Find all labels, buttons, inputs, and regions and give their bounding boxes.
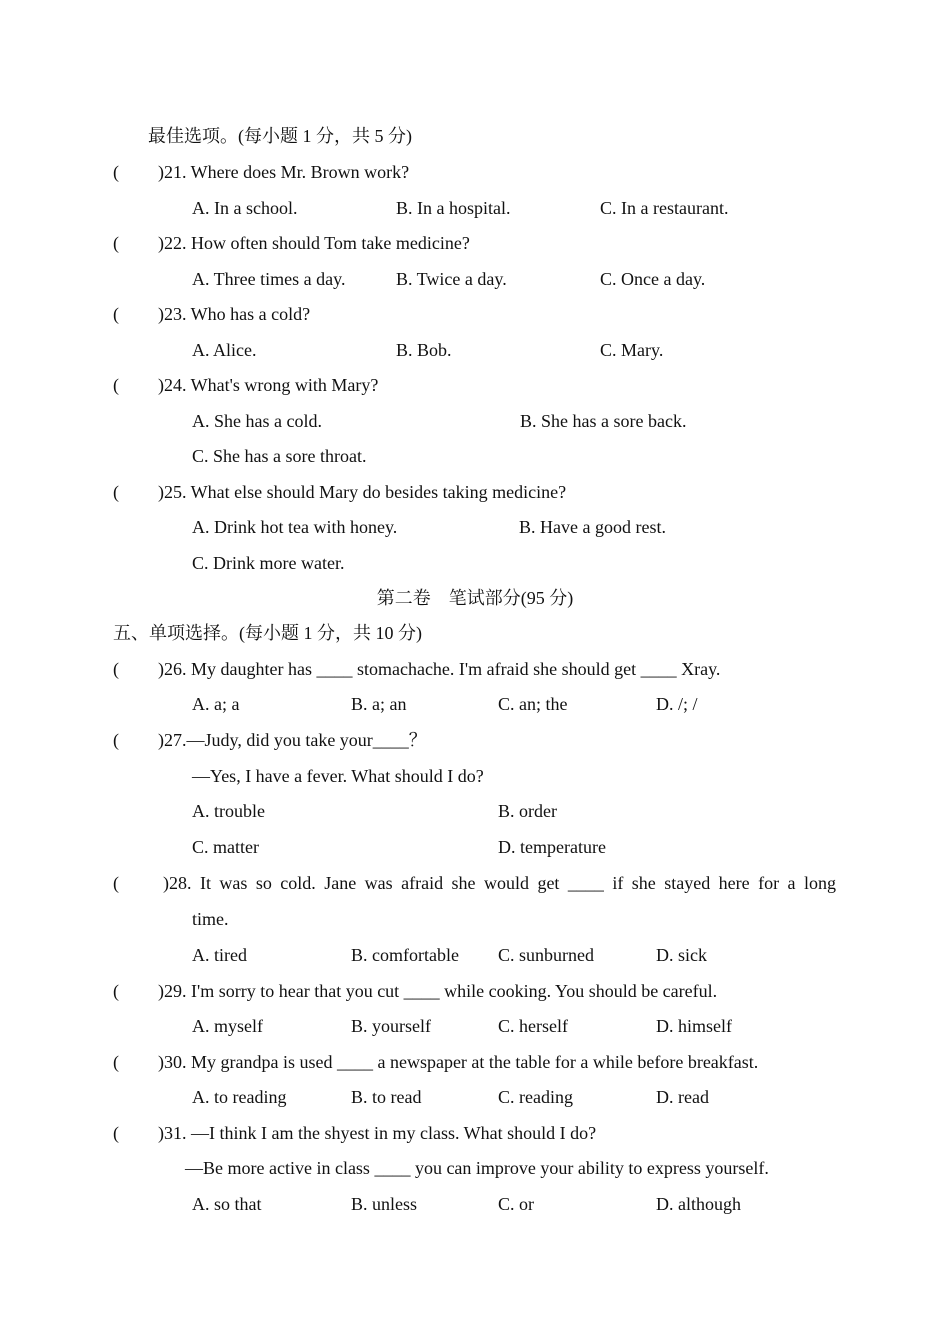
option-27-a: A. trouble [192, 801, 265, 821]
option-30-b: B. to read [351, 1087, 422, 1107]
option-23-b: B. Bob. [396, 340, 452, 360]
option-28-a: A. tired [192, 945, 247, 965]
option-31-b: B. unless [351, 1194, 418, 1214]
question-28: )28. It was so cold. Jane was afraid she would get ____ if she stayed here for a long [163, 873, 836, 893]
option-28-d: D. sick [656, 945, 707, 965]
option-29-c: C. herself [498, 1016, 568, 1036]
answer-paren: ( [113, 233, 119, 253]
option-27-b: B. order [498, 801, 557, 821]
question-27: )27.—Judy, did you take your____？ [158, 730, 427, 750]
question-29: )29. I'm sorry to hear that you cut ____ while cooking. You should be careful. [158, 981, 718, 1001]
question-30: )30. My grandpa is used ____ a newspaper at the table for a while before breakfast. [158, 1052, 759, 1072]
option-23-a: A. Alice. [192, 340, 257, 360]
option-31-d: D. although [656, 1194, 741, 1214]
question-31: )31. —I think I am the shyest in my class. What should I do? [158, 1123, 597, 1143]
answer-paren: ( [113, 659, 119, 679]
answer-paren: ( [113, 1123, 119, 1143]
option-26-c: C. an; the [498, 694, 568, 714]
option-29-b: B. yourself [351, 1016, 431, 1036]
listening-instruction: 最佳选项。(每小题 1 分，共 5 分) [148, 126, 412, 146]
question-26: )26. My daughter has ____ stomachache. I'm afraid she should get ____ Xray. [158, 659, 721, 679]
option-22-a: A. Three times a day. [192, 269, 346, 289]
section5-title: 五、单项选择。(每小题 1 分，共 10 分) [113, 623, 422, 643]
option-22-b: B. Twice a day. [396, 269, 507, 289]
option-22-c: C. Once a day. [600, 269, 706, 289]
answer-paren: ( [113, 873, 119, 893]
answer-paren: ( [113, 730, 119, 750]
question-25: )25. What else should Mary do besides taking medicine? [158, 482, 567, 502]
question-31-reply: —Be more active in class ____ you can improve your ability to express yourself. [185, 1158, 769, 1178]
part2-title: 第二卷 笔试部分(95 分) [376, 588, 574, 608]
question-28-cont: time. [192, 909, 229, 929]
option-28-c: C. sunburned [498, 945, 594, 965]
option-26-a: A. a; a [192, 694, 240, 714]
option-29-d: D. himself [656, 1016, 732, 1036]
option-26-d: D. /; / [656, 694, 698, 714]
option-26-b: B. a; an [351, 694, 407, 714]
question-24: )24. What's wrong with Mary? [158, 375, 379, 395]
option-27-d: D. temperature [498, 837, 606, 857]
option-30-a: A. to reading [192, 1087, 287, 1107]
option-31-a: A. so that [192, 1194, 262, 1214]
answer-paren: ( [113, 482, 119, 502]
option-27-c: C. matter [192, 837, 259, 857]
option-24-c: C. She has a sore throat. [192, 446, 367, 466]
option-23-c: C. Mary. [600, 340, 664, 360]
option-25-b: B. Have a good rest. [519, 517, 666, 537]
option-25-a: A. Drink hot tea with honey. [192, 517, 398, 537]
option-24-b: B. She has a sore back. [520, 411, 687, 431]
question-23: )23. Who has a cold? [158, 304, 311, 324]
question-27-reply: —Yes, I have a fever. What should I do? [192, 766, 484, 786]
option-30-d: D. read [656, 1087, 709, 1107]
option-29-a: A. myself [192, 1016, 263, 1036]
option-28-b: B. comfortable [351, 945, 459, 965]
option-21-c: C. In a restaurant. [600, 198, 729, 218]
question-22: )22. How often should Tom take medicine? [158, 233, 470, 253]
answer-paren: ( [113, 981, 119, 1001]
option-21-a: A. In a school. [192, 198, 298, 218]
option-30-c: C. reading [498, 1087, 573, 1107]
answer-paren: ( [113, 304, 119, 324]
option-25-c: C. Drink more water. [192, 553, 345, 573]
question-21: )21. Where does Mr. Brown work? [158, 162, 410, 182]
option-21-b: B. In a hospital. [396, 198, 511, 218]
answer-paren: ( [113, 162, 119, 182]
answer-paren: ( [113, 375, 119, 395]
option-24-a: A. She has a cold. [192, 411, 322, 431]
option-31-c: C. or [498, 1194, 534, 1214]
answer-paren: ( [113, 1052, 119, 1072]
